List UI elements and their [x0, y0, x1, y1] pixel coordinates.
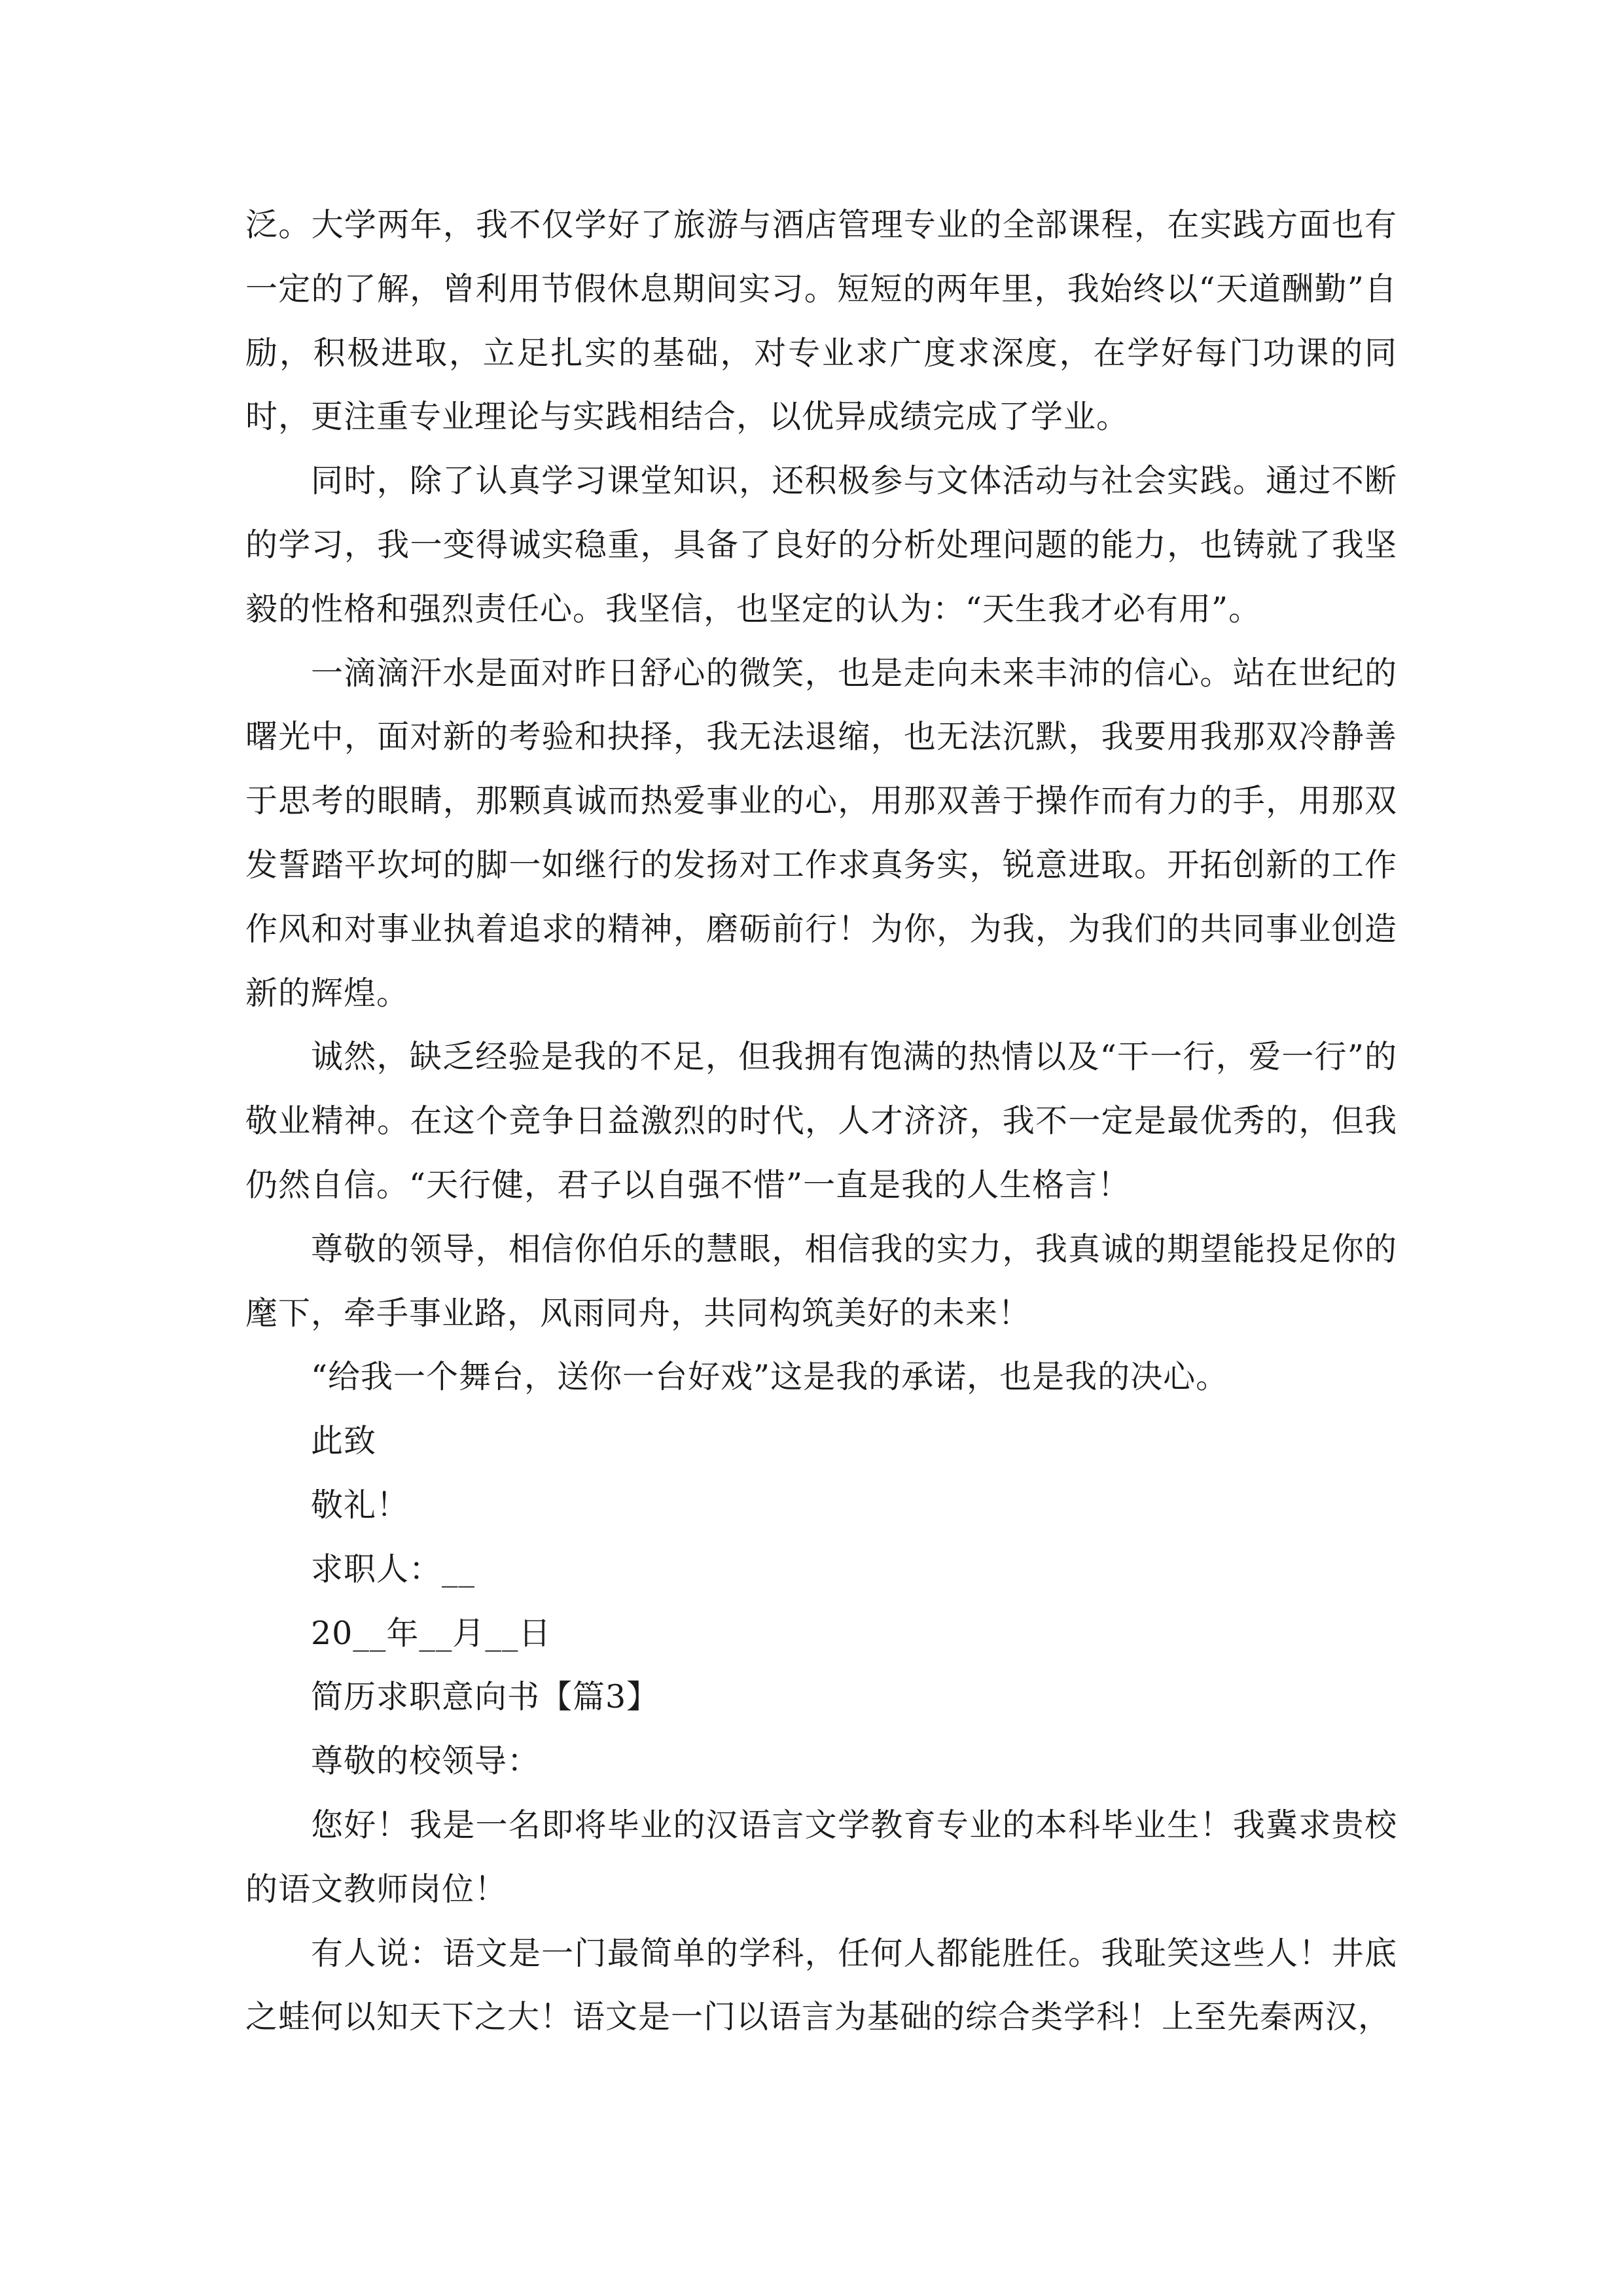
applicant-signature: 求职人：__ [311, 1550, 476, 1588]
paragraph-chinese-subject: 有人说：语文是一门最简单的学科，任何人都能胜任。我耻笑这些人！井底之蛙何以知天下之大！语文是一门以语言为基础的综合类学科！上至先秦两汉， [245, 1934, 1397, 2036]
paragraph-continuation: 泛。大学两年，我不仅学好了旅游与酒店管理专业的全部课程，在实践方面也有一定的了解，曾利用节假休息期间实习。短短的两年里，我始终以“天道酬勤”自励，积极进取，立足扎实的基础，对专业求广度求深度，在学好每门功课的同时，更注重专业理论与实践相结合，以优异成绩完成了学业。 [245, 206, 1397, 436]
closing-salutation: 此致 [311, 1422, 377, 1460]
paragraph-study-practice: 同时，除了认真学习课堂知识，还积极参与文体活动与社会实践。通过不断的学习，我一变得诚实稳重，具备了良好的分析处理问题的能力，也铸就了我坚毅的性格和强烈责任心。我坚信，也坚定的认为：“天生我才必有用”。 [245, 462, 1397, 628]
letter-greeting: 尊敬的校领导： [311, 1742, 541, 1780]
closing-regards: 敬礼！ [311, 1486, 410, 1524]
paragraph-introduction: 您好！我是一名即将毕业的汉语言文学教育专业的本科毕业生！我冀求贵校的语文教师岗位！ [245, 1806, 1397, 1908]
paragraph-appeal: 尊敬的领导，相信你伯乐的慧眼，相信我的实力，我真诚的期望能投足你的麾下，牵手事业路，风雨同舟，共同构筑美好的未来！ [245, 1230, 1397, 1332]
document-body [245, 193, 1397, 2049]
section-heading: 简历求职意向书【篇3】 [311, 1678, 660, 1716]
paragraph-confidence: 一滴滴汗水是面对昨日舒心的微笑，也是走向未来丰沛的信心。站在世纪的曙光中，面对新的考验和抉择，我无法退缩，也无法沉默，我要用我那双冷静善于思考的眼睛，那颗真诚而热爱事业的心，用那双善于操作而有力的手，用那双发誓踏平坎坷的脚一如继行的发扬对工作求真务实，锐意进取。开拓创新的工作作风和对事业执着追求的精神，磨砺前行！为你，为我，为我们的共同事业创造新的辉煌。 [245, 654, 1397, 1012]
paragraph-enthusiasm: 诚然，缺乏经验是我的不足，但我拥有饱满的热情以及“干一行，爱一行”的敬业精神。在这个竞争日益激烈的时代，人才济济，我不一定是最优秀的，但我仍然自信。“天行健，君子以自强不惜”一直是我的人生格言！ [245, 1038, 1397, 1204]
paragraph-promise: “给我一个舞台，送你一台好戏”这是我的承诺，也是我的决心。 [311, 1358, 1229, 1396]
signature-date: 20__年__月__日 [311, 1614, 552, 1652]
